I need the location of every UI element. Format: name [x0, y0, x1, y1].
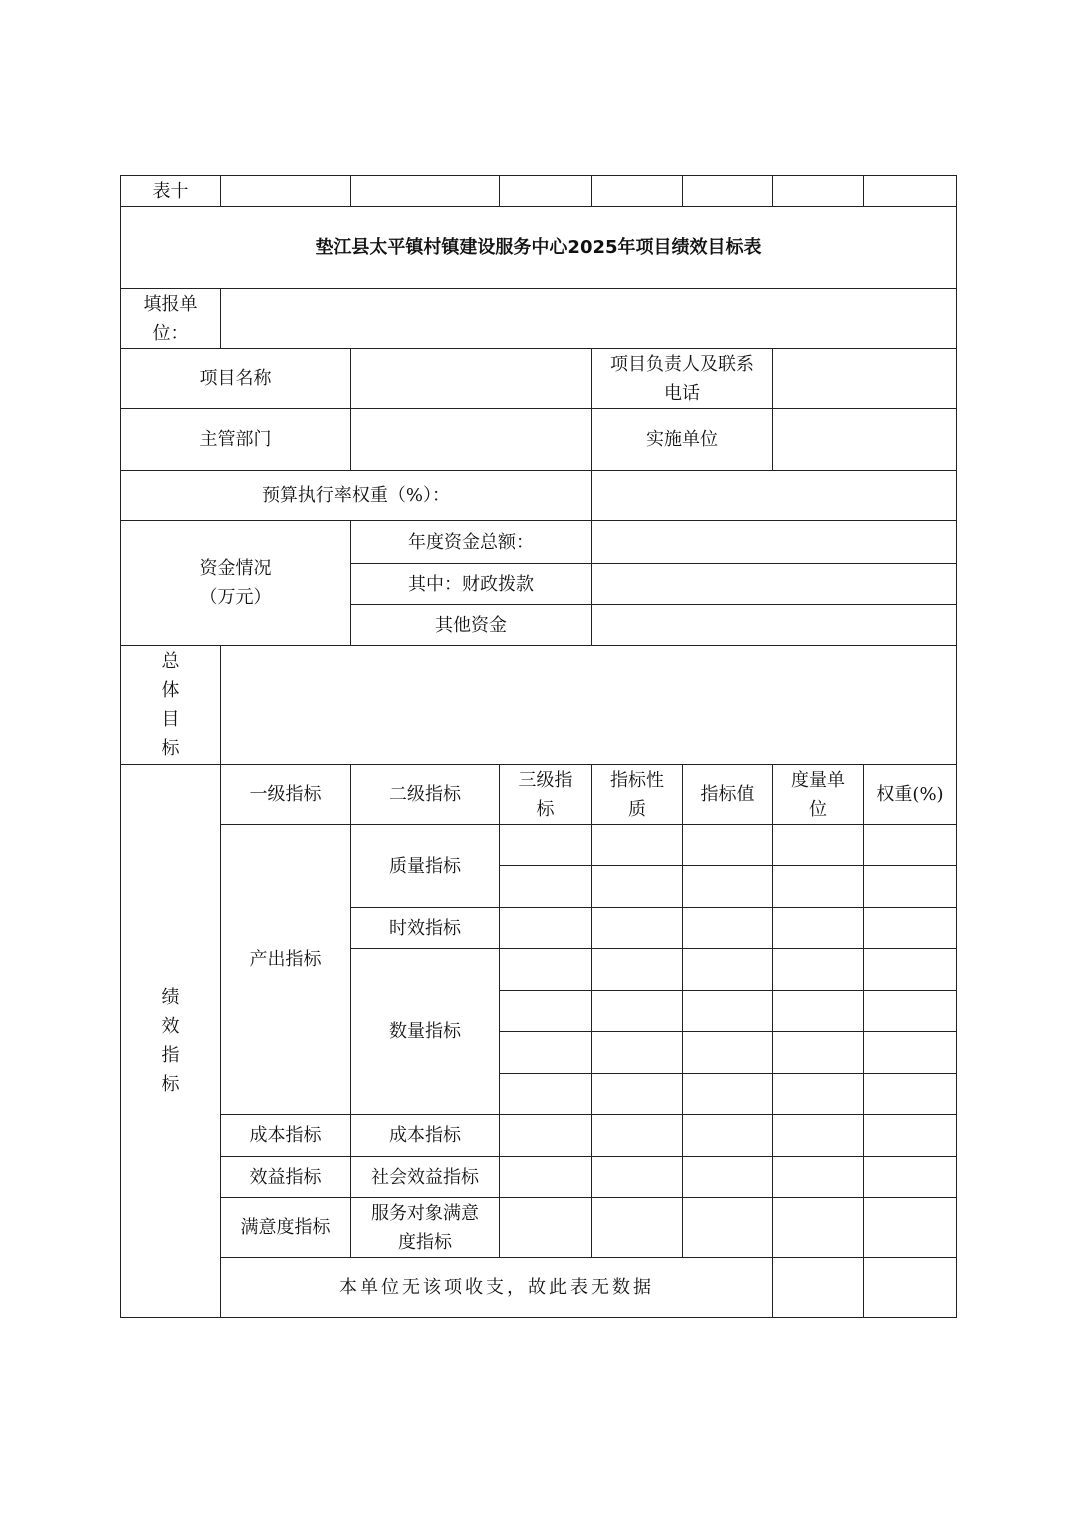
funds-other-value: [592, 605, 957, 646]
data-cell: [500, 1115, 592, 1157]
budget-weight-label: 预算执行率权重（%）：: [121, 471, 592, 521]
blank-cell: [221, 176, 351, 207]
data-cell: [864, 825, 957, 866]
data-cell: [592, 949, 683, 991]
data-cell: [864, 1157, 957, 1198]
funds-fiscal-value: [592, 564, 957, 605]
blank-cell: [773, 176, 864, 207]
data-cell: [500, 1032, 592, 1074]
data-cell: [592, 1074, 683, 1115]
filling-unit-label-line2: 位：: [152, 322, 189, 344]
overall-goal-value: [221, 646, 957, 765]
funds-label-line1: 资金情况: [199, 558, 272, 579]
header-value: 指标值: [683, 765, 773, 825]
overall-goal-label: [121, 646, 221, 765]
funds-total-label: 年度资金总额：: [351, 521, 592, 564]
blank-cell: [864, 176, 957, 207]
data-cell: [500, 1074, 592, 1115]
budget-weight-value: [592, 471, 957, 521]
cost-indicator-l2: 成本指标: [351, 1115, 500, 1157]
header-unit-line1: 度量单: [791, 769, 845, 791]
project-lead-value: [773, 349, 957, 409]
funds-total-value: [592, 521, 957, 564]
data-cell: [864, 1198, 957, 1258]
header-nature: [592, 765, 683, 825]
data-cell: [683, 949, 773, 991]
data-cell: [500, 908, 592, 949]
data-cell: [773, 1074, 864, 1115]
data-cell: [773, 991, 864, 1032]
overall-goal-char: 目: [161, 709, 180, 730]
header-level2: 二级指标: [351, 765, 500, 825]
filling-unit-label: [121, 289, 221, 349]
data-cell: [864, 908, 957, 949]
implementing-unit-value: [773, 409, 957, 471]
benefit-indicator-l2: 社会效益指标: [351, 1157, 500, 1198]
data-cell: [773, 908, 864, 949]
data-cell: [500, 1157, 592, 1198]
data-cell: [683, 1032, 773, 1074]
data-cell: [500, 1198, 592, 1258]
perf-label-char: 指: [161, 1045, 180, 1066]
data-cell: [500, 949, 592, 991]
filling-unit-value: [221, 289, 957, 349]
performance-target-table: [120, 175, 957, 1318]
data-cell: [592, 1157, 683, 1198]
quantity-indicator-label: 数量指标: [351, 949, 500, 1115]
data-cell: [864, 949, 957, 991]
timeliness-indicator-label: 时效指标: [351, 908, 500, 949]
header-level3-line2: 标: [536, 798, 555, 820]
funds-other-label: 其他资金: [351, 605, 592, 646]
header-nature-line2: 质: [628, 798, 646, 820]
form-title: 垫江县太平镇村镇建设服务中心2025年项目绩效目标表: [121, 207, 957, 289]
data-cell: [592, 1198, 683, 1258]
filling-unit-label-line1: 填报单: [143, 293, 198, 315]
data-cell: [683, 866, 773, 908]
project-lead-label-line1: 项目负责人及联系: [610, 353, 754, 375]
funds-label-line2: （万元）: [199, 587, 272, 608]
department-value: [351, 409, 592, 471]
quality-indicator-label: 质量指标: [351, 825, 500, 908]
perf-indicator-label: [121, 765, 221, 1318]
data-cell: [592, 991, 683, 1032]
perf-label-char: 绩: [161, 987, 180, 1008]
data-cell: [683, 1198, 773, 1258]
satisfaction-l2-line2: 度指标: [398, 1231, 452, 1253]
overall-goal-char: 标: [161, 738, 180, 759]
project-lead-label-line2: 电话: [664, 382, 700, 404]
satisfaction-indicator-l1: 满意度指标: [221, 1198, 351, 1258]
data-cell: [864, 1115, 957, 1157]
project-lead-label: [592, 349, 773, 409]
implementing-unit-label: 实施单位: [592, 409, 773, 471]
funds-label: [121, 521, 351, 646]
blank-cell: [864, 1258, 957, 1318]
data-cell: [592, 825, 683, 866]
data-cell: [592, 908, 683, 949]
header-nature-line1: 指标性: [610, 769, 664, 791]
data-cell: [683, 825, 773, 866]
cost-indicator-l1: 成本指标: [221, 1115, 351, 1157]
department-label: 主管部门: [121, 409, 351, 471]
output-indicator-label: 产出指标: [221, 825, 351, 1115]
data-cell: [773, 1157, 864, 1198]
data-cell: [592, 866, 683, 908]
funds-fiscal-label: 其中：财政拨款: [351, 564, 592, 605]
benefit-indicator-l1: 效益指标: [221, 1157, 351, 1198]
overall-goal-char: 总: [161, 651, 180, 672]
perf-label-char: 标: [161, 1074, 180, 1095]
blank-cell: [500, 176, 592, 207]
data-cell: [500, 991, 592, 1032]
data-cell: [773, 825, 864, 866]
header-level1: 一级指标: [221, 765, 351, 825]
project-name-label: 项目名称: [121, 349, 351, 409]
blank-cell: [592, 176, 683, 207]
data-cell: [864, 1032, 957, 1074]
data-cell: [500, 866, 592, 908]
header-unit-line2: 位: [809, 798, 827, 820]
data-cell: [773, 866, 864, 908]
overall-goal-char: 体: [161, 680, 180, 701]
data-cell: [592, 1032, 683, 1074]
data-cell: [864, 1074, 957, 1115]
data-cell: [773, 949, 864, 991]
data-cell: [864, 866, 957, 908]
data-cell: [683, 908, 773, 949]
satisfaction-indicator-l2: [351, 1198, 500, 1258]
data-cell: [773, 1198, 864, 1258]
data-cell: [683, 1157, 773, 1198]
header-unit: [773, 765, 864, 825]
blank-cell: [351, 176, 500, 207]
data-cell: [773, 1115, 864, 1157]
perf-label-char: 效: [161, 1016, 180, 1037]
data-cell: [683, 1115, 773, 1157]
header-level3: [500, 765, 592, 825]
data-cell: [683, 991, 773, 1032]
blank-cell: [773, 1258, 864, 1318]
header-weight: 权重(%): [864, 765, 957, 825]
data-cell: [864, 991, 957, 1032]
data-cell: [683, 1074, 773, 1115]
satisfaction-l2-line1: 服务对象满意: [371, 1202, 479, 1224]
table-tag: 表十: [121, 176, 221, 207]
no-data-notice: 本单位无该项收支，故此表无数据: [221, 1258, 773, 1318]
data-cell: [500, 825, 592, 866]
data-cell: [773, 1032, 864, 1074]
data-cell: [592, 1115, 683, 1157]
blank-cell: [683, 176, 773, 207]
header-level3-line1: 三级指: [518, 769, 573, 791]
project-name-value: [351, 349, 592, 409]
